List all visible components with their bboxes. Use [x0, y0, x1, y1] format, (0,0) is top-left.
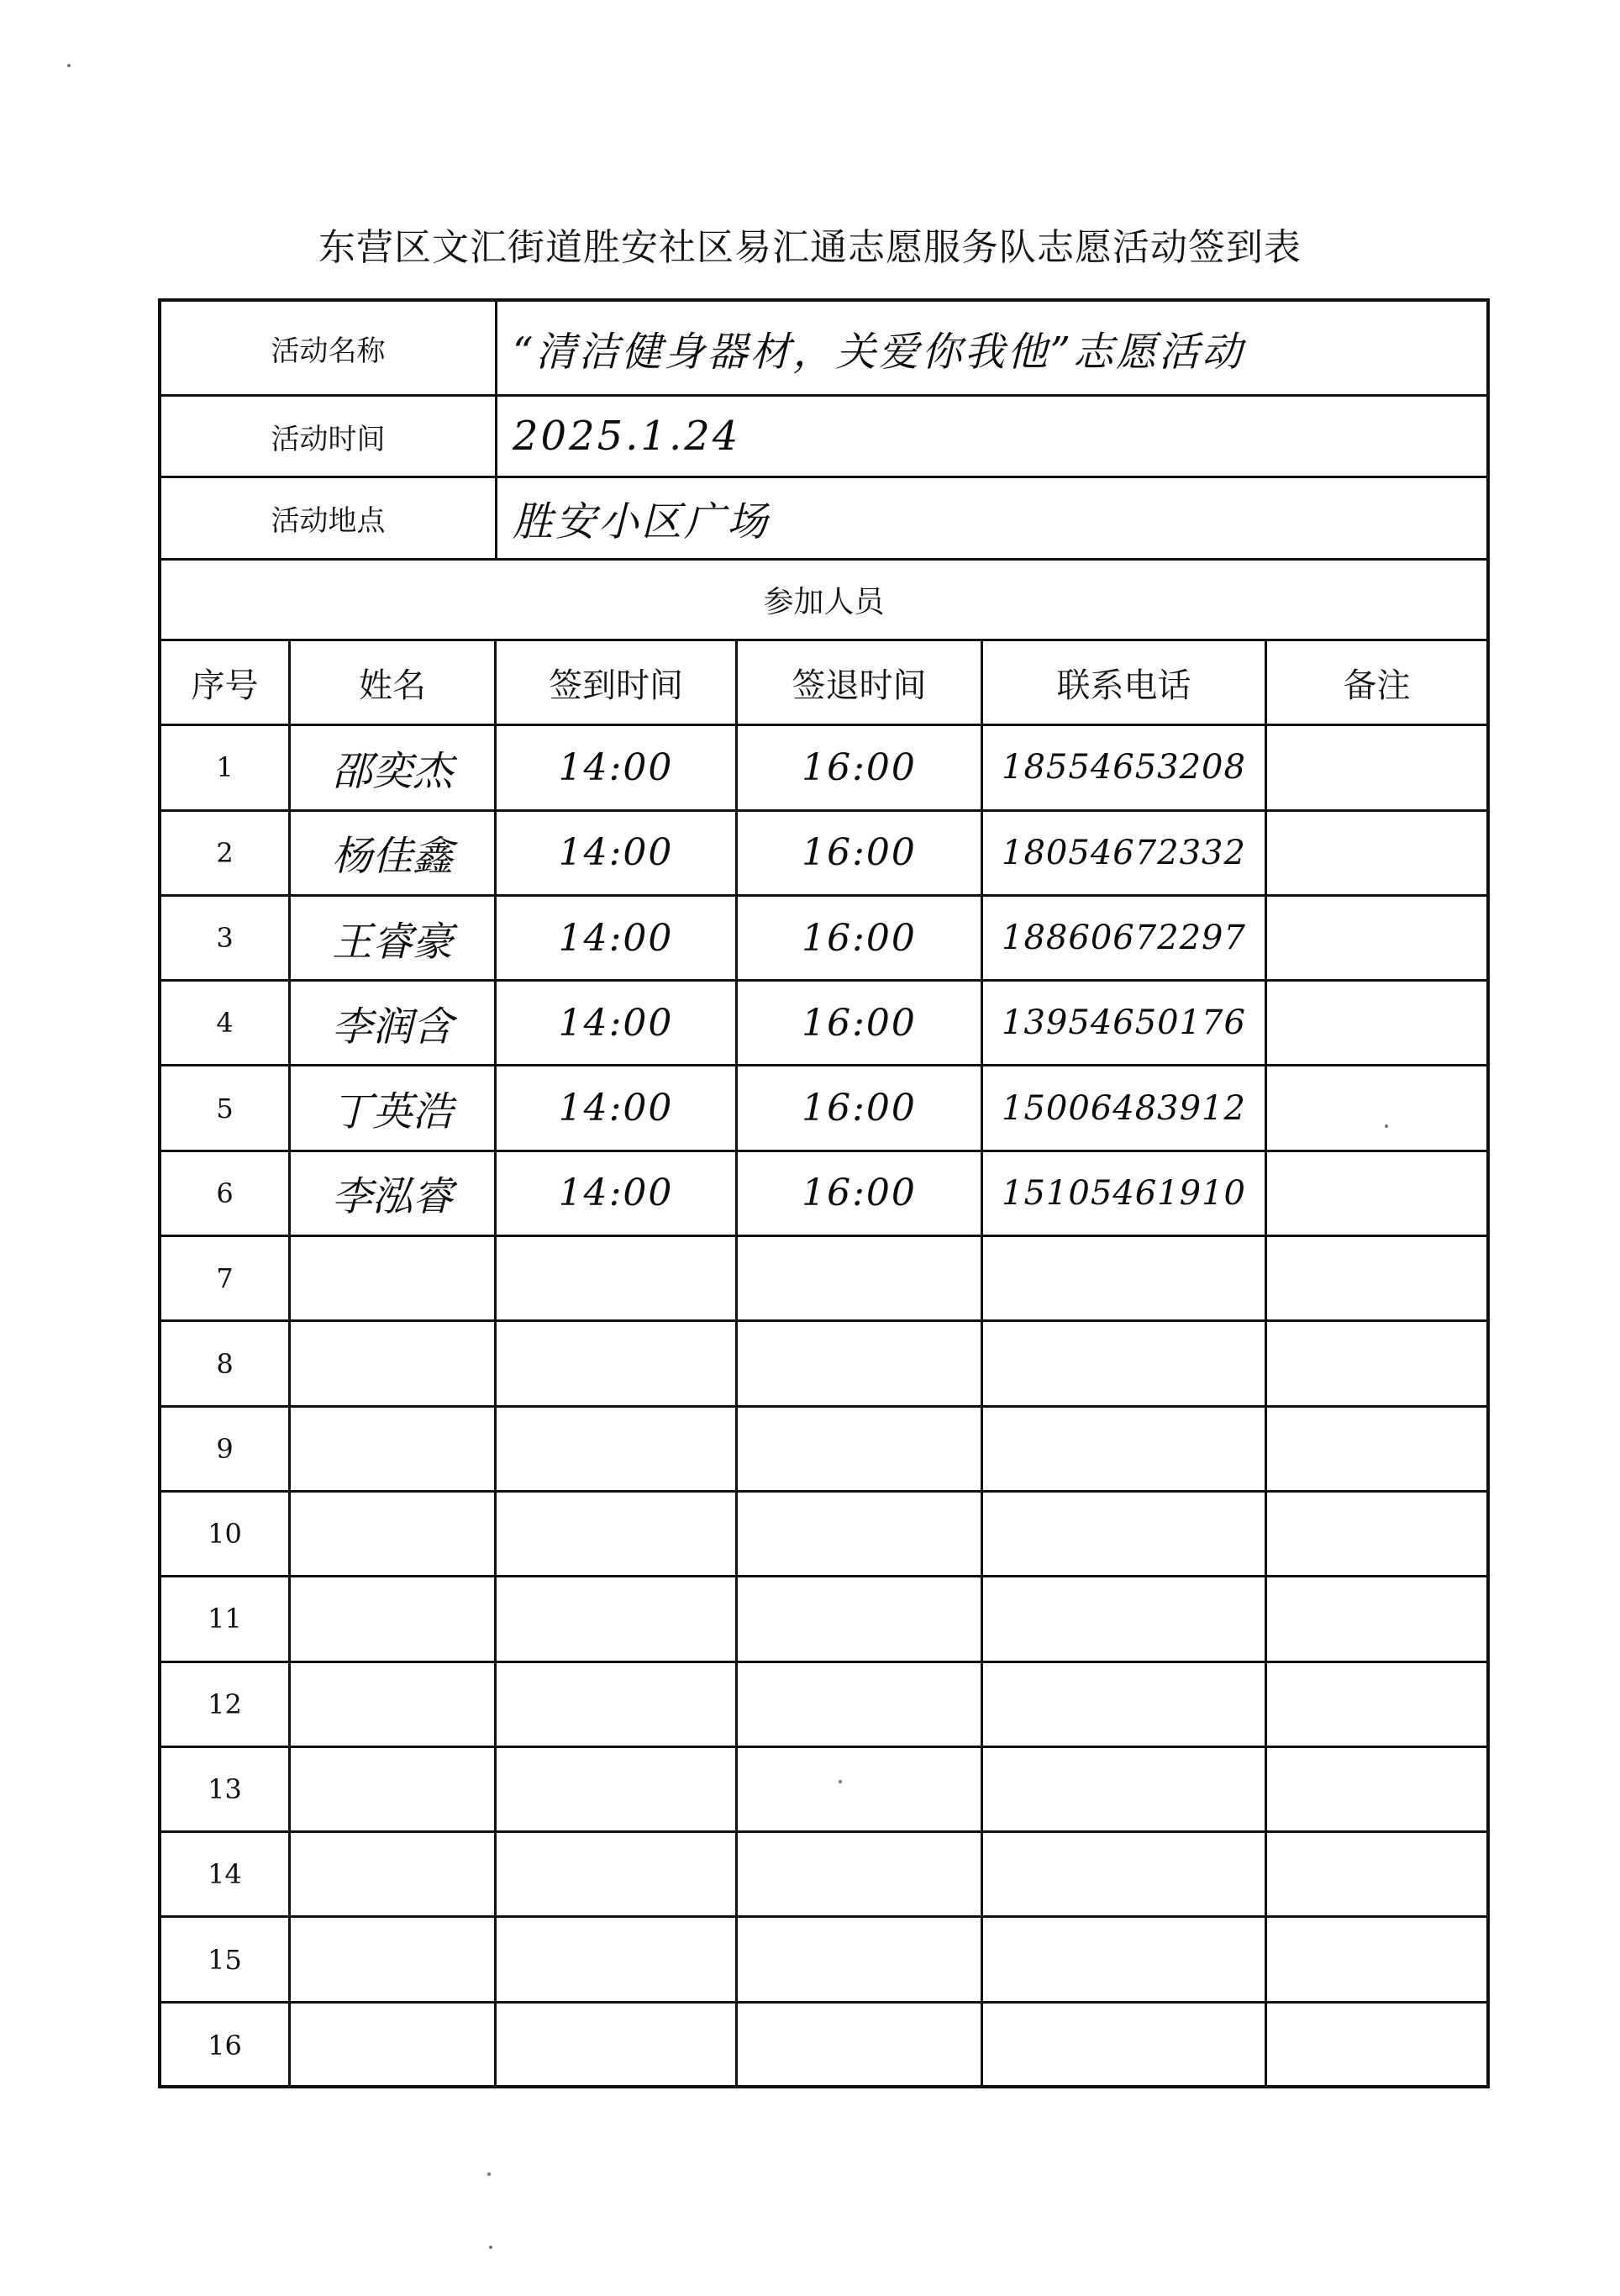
- checkout-time: 16:00: [738, 726, 983, 808]
- phone-number: [983, 1748, 1267, 1830]
- participant-name: 李泓睿: [291, 1152, 497, 1235]
- activity-place-value: 胜安小区广场: [513, 498, 771, 545]
- activity-place-label: 活动地点: [161, 478, 497, 558]
- note: [1267, 1408, 1486, 1490]
- scan-speck: [1385, 1124, 1388, 1128]
- checkin-time: 14:00: [497, 726, 738, 808]
- note: [1267, 1237, 1486, 1319]
- header-no: 序号: [161, 641, 291, 724]
- checkout-time: 16:00: [738, 1066, 983, 1149]
- scan-speck: [67, 64, 71, 67]
- checkout-time: 16:00: [738, 897, 983, 979]
- table-body: [161, 726, 1486, 2088]
- checkin-time: 14:00: [497, 1066, 738, 1149]
- phone-number: [983, 1408, 1267, 1490]
- note: [1267, 1152, 1486, 1235]
- phone-number: 13954650176: [983, 982, 1267, 1064]
- checkin-time: [497, 2004, 738, 2088]
- note: [1267, 1833, 1486, 1915]
- table-row: [161, 2004, 1486, 2088]
- phone-number: 15006483912: [983, 1066, 1267, 1149]
- phone-number: [983, 1237, 1267, 1319]
- scan-speck: [489, 2246, 492, 2249]
- checkout-time: [738, 1237, 983, 1319]
- participant-name: [291, 1493, 497, 1575]
- activity-place-row: [161, 478, 1486, 561]
- row-number: 9: [161, 1408, 291, 1490]
- table-row: [161, 1408, 1486, 1493]
- table-row: [161, 982, 1486, 1066]
- row-number: 14: [161, 1833, 291, 1915]
- checkout-time: [738, 1408, 983, 1490]
- row-number: 4: [161, 982, 291, 1064]
- note: [1267, 812, 1486, 894]
- checkout-time: [738, 1493, 983, 1575]
- participant-name: [291, 2004, 497, 2088]
- checkin-time: [497, 1577, 738, 1660]
- checkout-time: 16:00: [738, 812, 983, 894]
- scan-speck: [487, 2172, 491, 2176]
- checkin-time: [497, 1237, 738, 1319]
- checkin-time: 14:00: [497, 897, 738, 979]
- table-row: [161, 1152, 1486, 1237]
- checkin-time: [497, 1322, 738, 1404]
- table-row: [161, 1833, 1486, 1918]
- participant-name: [291, 1918, 497, 2000]
- row-number: 5: [161, 1066, 291, 1149]
- table-row: [161, 1322, 1486, 1407]
- participant-name: [291, 1663, 497, 1746]
- participant-name: [291, 1833, 497, 1915]
- header-phone: 联系电话: [983, 641, 1267, 724]
- participant-name: 丁英浩: [291, 1066, 497, 1149]
- phone-number: 15105461910: [983, 1152, 1267, 1235]
- phone-number: [983, 1577, 1267, 1660]
- checkout-time: 16:00: [738, 1152, 983, 1235]
- checkout-time: [738, 1833, 983, 1915]
- note: [1267, 1577, 1486, 1660]
- phone-number: [983, 1663, 1267, 1746]
- note: [1267, 982, 1486, 1064]
- row-number: 15: [161, 1918, 291, 2000]
- checkin-time: [497, 1748, 738, 1830]
- note: [1267, 1918, 1486, 2000]
- row-number: 10: [161, 1493, 291, 1575]
- header-note: 备注: [1343, 666, 1411, 705]
- checkin-time: [497, 1408, 738, 1490]
- header-checkin: 签到时间: [497, 641, 738, 724]
- note: [1267, 1066, 1486, 1149]
- row-number: 16: [161, 2004, 291, 2088]
- participant-name: [291, 1322, 497, 1404]
- table-row: [161, 1577, 1486, 1662]
- table-row: [161, 1748, 1486, 1833]
- form-title: 东营区文汇街道胜安社区易汇通志愿服务队志愿活动签到表: [318, 226, 1302, 269]
- table-header-row: [161, 641, 1486, 726]
- participant-name: [291, 1408, 497, 1490]
- phone-number: [983, 1918, 1267, 2000]
- table-row: [161, 1663, 1486, 1748]
- phone-number: [983, 2004, 1267, 2088]
- scan-speck: [839, 1780, 842, 1783]
- row-number: 2: [161, 812, 291, 894]
- table-row: [161, 897, 1486, 982]
- phone-number: 18860672297: [983, 897, 1267, 979]
- checkin-time: 14:00: [497, 812, 738, 894]
- phone-number: 18554653208: [983, 726, 1267, 808]
- checkout-time: [738, 1322, 983, 1404]
- participant-name: 邵奕杰: [291, 726, 497, 808]
- activity-time-label: 活动时间: [161, 397, 497, 476]
- phone-number: 18054672332: [983, 812, 1267, 894]
- header-name: 姓名: [291, 641, 497, 724]
- row-number: 3: [161, 897, 291, 979]
- checkin-time: 14:00: [497, 1152, 738, 1235]
- row-number: 13: [161, 1748, 291, 1830]
- participant-name: [291, 1577, 497, 1660]
- note: [1267, 1322, 1486, 1404]
- table-row: [161, 1918, 1486, 2003]
- table-row: [161, 726, 1486, 811]
- table-row: [161, 812, 1486, 897]
- row-number: 7: [161, 1237, 291, 1319]
- phone-number: [983, 1833, 1267, 1915]
- participant-name: [291, 1237, 497, 1319]
- note: [1267, 726, 1486, 808]
- activity-name-value: “清洁健身器材，关爱你我他”志愿活动: [513, 328, 1245, 376]
- note: [1267, 1748, 1486, 1830]
- table-row: [161, 1237, 1486, 1322]
- checkin-time: [497, 1493, 738, 1575]
- checkout-time: 16:00: [738, 982, 983, 1064]
- row-number: 11: [161, 1577, 291, 1660]
- note: [1267, 1493, 1486, 1575]
- activity-time-value: 2025.1.24: [513, 413, 741, 460]
- activity-time-row: [161, 397, 1486, 478]
- checkin-time: 14:00: [497, 982, 738, 1064]
- note: [1267, 1663, 1486, 1746]
- sign-in-sheet: [158, 298, 1490, 2088]
- note: [1267, 897, 1486, 979]
- row-number: 6: [161, 1152, 291, 1235]
- table-row: [161, 1493, 1486, 1577]
- checkout-time: [738, 1663, 983, 1746]
- participant-name: 杨佳鑫: [291, 812, 497, 894]
- row-number: 8: [161, 1322, 291, 1404]
- activity-name-label: 活动名称: [161, 302, 497, 394]
- row-number: 1: [161, 726, 291, 808]
- participants-table: [161, 641, 1486, 2088]
- header-checkout: 签退时间: [738, 641, 983, 724]
- activity-name-row: [161, 302, 1486, 397]
- participants-section-heading: 参加人员: [161, 561, 1486, 641]
- phone-number: [983, 1493, 1267, 1575]
- participant-name: [291, 1748, 497, 1830]
- checkout-time: [738, 1577, 983, 1660]
- participant-name: 李润含: [291, 982, 497, 1064]
- note: [1267, 2004, 1486, 2088]
- table-row: [161, 1066, 1486, 1151]
- checkin-time: [497, 1833, 738, 1915]
- checkin-time: [497, 1918, 738, 2000]
- phone-number: [983, 1322, 1267, 1404]
- checkout-time: [738, 1748, 983, 1830]
- checkout-time: [738, 2004, 983, 2088]
- row-number: 12: [161, 1663, 291, 1746]
- participant-name: 王睿豪: [291, 897, 497, 979]
- checkin-time: [497, 1663, 738, 1746]
- checkout-time: [738, 1918, 983, 2000]
